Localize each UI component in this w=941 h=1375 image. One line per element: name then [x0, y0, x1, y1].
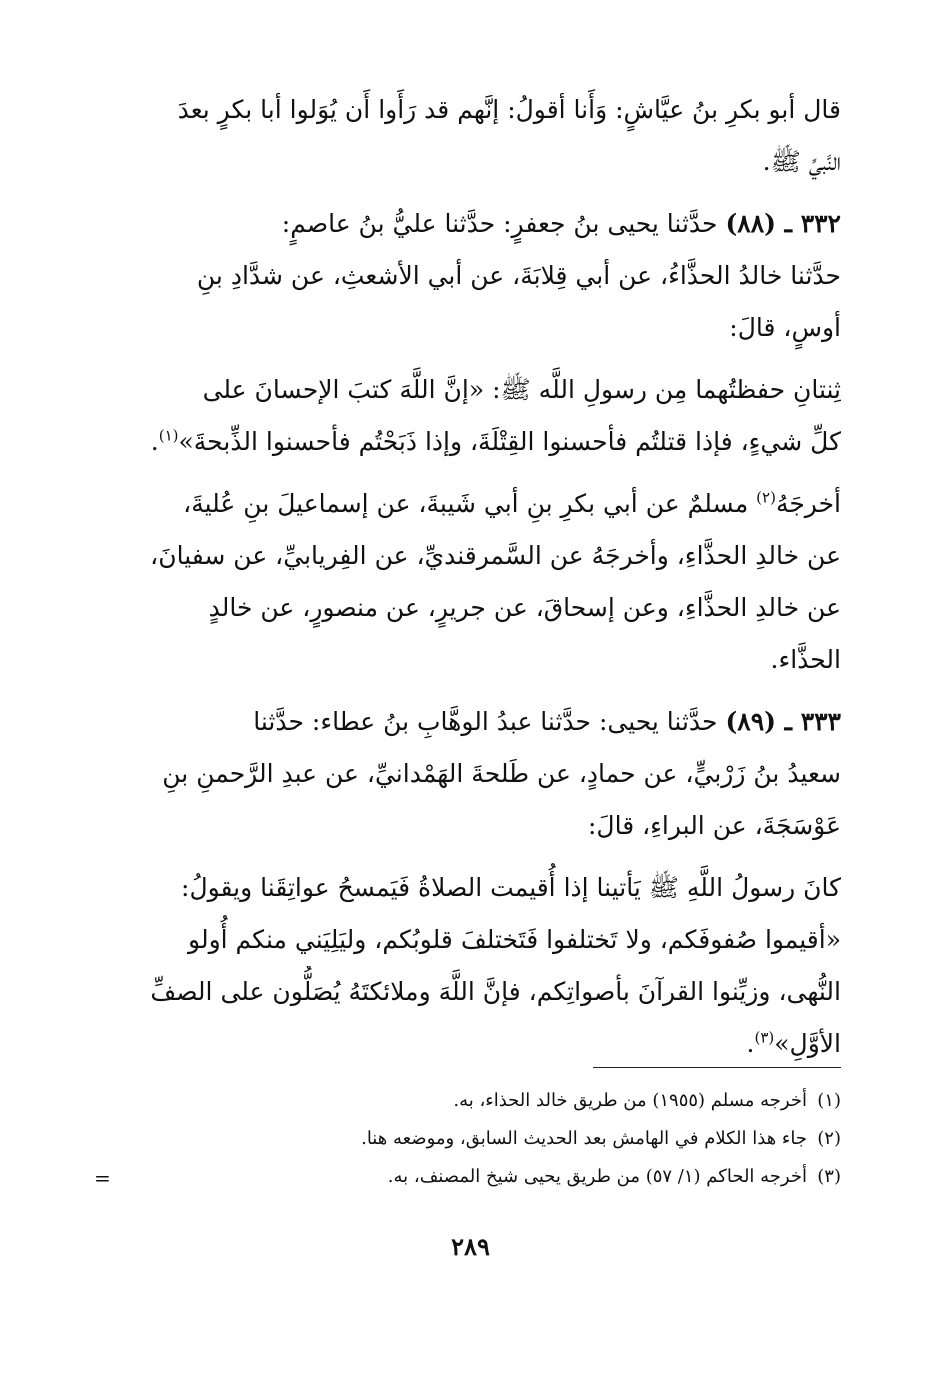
- text-line: [99, 1018, 841, 1070]
- footnote-1: [99, 1082, 841, 1120]
- text-line: كانَ رسولُ اللَّهِ ﷺ يَأتينا إذا أُقيمت الصلاةُ فَيَمسحُ عواتِقَنا ويقولُ:: [181, 873, 841, 902]
- footnote-2: [99, 1120, 841, 1158]
- text-line: النُّهى، وزيِّنوا القرآنَ بأصواتِكم، فإنَّ اللَّهَ وملائكتَهُ يُصَلُّون على الصفِّ: [150, 977, 841, 1006]
- footnote-number: (١): [817, 1090, 841, 1111]
- text-line: عن خالدِ الحذَّاءِ، وأخرجَهُ عن السَّمرقنديِّ، عن الفِريابيِّ، عن سفيانَ،: [150, 541, 841, 570]
- text-line: عَوْسَجَةَ، عن البراءِ، قالَ:: [587, 811, 841, 840]
- takhrij-paragraph: [99, 478, 841, 686]
- sentence-end: .: [746, 1029, 755, 1058]
- text-line: [99, 416, 841, 468]
- text-line: النَّبيِّ ﷺ.: [762, 147, 841, 176]
- hadith-number: ٣٣٣ ـ (٨٩): [725, 707, 841, 736]
- hadith-333-matn: [99, 862, 841, 1070]
- hadith-332-matn: [99, 364, 841, 468]
- text-line: قال أبو بكرِ بنُ عيَّاشٍ: وَأَنا أقولُ: إنَّهم قد رَأَوا أَن يُوَلوا أبا بكرٍ بعدَ: [177, 95, 841, 124]
- text-line: الحذَّاء.: [770, 645, 841, 674]
- hadith-332: [99, 198, 841, 354]
- footnote-ref-2: (٢): [756, 488, 776, 507]
- text-line: «أقيموا صُفوفَكم، ولا تَختلفوا فَتَختلفَ قلوبُكم، وليَلِيَني منكم أُولو: [188, 925, 841, 954]
- main-text: [99, 84, 841, 1080]
- text-line: ثِنتانِ حفظتُهما مِن رسولِ اللَّه ﷺ: «إنَّ اللَّهَ كتبَ الإحسانَ على: [202, 375, 841, 404]
- hadith-number: ٣٣٢ ـ (٨٨): [725, 209, 841, 238]
- sentence-end: .: [150, 427, 159, 456]
- text-line: [99, 696, 841, 748]
- text-line-content: حدَّثنا يحيى بنُ جعفرٍ: حدَّثنا عليُّ بنُ عاصمٍ:: [281, 209, 726, 238]
- footnotes: [99, 1082, 841, 1196]
- footnote-text: جاء هذا الكلام في الهامش بعد الحديث السابق، وموضعه هنا.: [361, 1128, 807, 1149]
- text-line-content: أخرجَهُ: [775, 489, 841, 518]
- continuation-mark: =: [94, 1166, 111, 1190]
- paragraph-1: [99, 84, 841, 188]
- footnote-number: (٣): [817, 1166, 841, 1187]
- text-line-content: الأوَّلِ»: [774, 1029, 841, 1058]
- hadith-333: [99, 696, 841, 852]
- text-line: أوسٍ، قالَ:: [729, 313, 841, 342]
- text-line: عن خالدِ الحذَّاءِ، وعن إسحاقَ، عن جريرٍ، عن منصورٍ، عن خالدٍ: [208, 593, 841, 622]
- footnote-number: (٢): [817, 1128, 841, 1149]
- text-line-content: كلِّ شيءٍ، فإذا قتلتُم فأحسنوا القِتْلَةَ، وإذا ذَبَحْتُم فأحسنوا الذِّبحةَ»: [178, 427, 841, 456]
- footnote-ref-1: (١): [158, 426, 179, 445]
- footnote-text: أخرجه مسلم (١٩٥٥) من طريق خالد الحذاء، به.: [453, 1090, 807, 1111]
- text-line: [99, 478, 841, 530]
- footnote-ref-3: (٣): [754, 1028, 775, 1047]
- text-line: سعيدُ بنُ زَرْبيٍّ، عن حمادٍ، عن طَلحةَ الهَمْدانيِّ، عن عبدِ الرَّحمنِ بنِ: [162, 759, 841, 788]
- text-line-content: مسلمٌ عن أبي بكرِ بنِ أبي شَيبةَ، عن إسماعيلَ بنِ عُليةَ،: [183, 489, 757, 518]
- text-line: حدَّثنا خالدُ الحذَّاءُ، عن أبي قِلابَةَ، عن أبي الأشعثِ، عن شدَّادِ بنِ: [196, 261, 841, 290]
- page-number: ٢٨٩: [451, 1232, 490, 1261]
- footnote-separator: [593, 1067, 841, 1068]
- footnote-text: أخرجه الحاكم (١/ ٥٧) من طريق يحيى شيخ المصنف، به.: [387, 1166, 807, 1187]
- footnote-3: [99, 1158, 841, 1196]
- text-line: [99, 198, 841, 250]
- text-line-content: حدَّثنا يحيى: حدَّثنا عبدُ الوهَّابِ بنُ عطاء: حدَّثنا: [253, 707, 726, 736]
